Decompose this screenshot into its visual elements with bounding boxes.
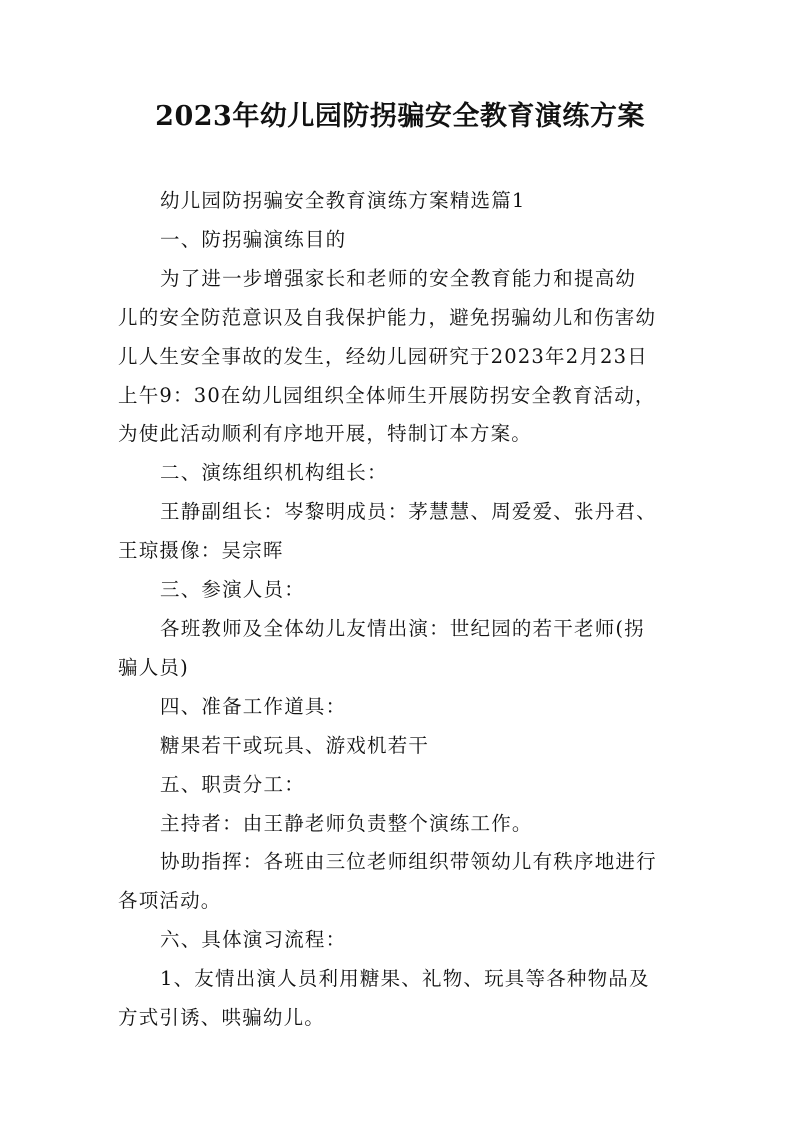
text-line: 三、参演人员： <box>160 578 305 602</box>
paragraph <box>118 571 692 610</box>
text-line: 各项活动。 <box>118 889 222 913</box>
text-line: 糖果若干或玩具、游戏机若干 <box>160 733 430 757</box>
paragraph <box>118 221 692 260</box>
paragraph <box>118 610 692 688</box>
text-line: 儿的安全防范意识及自我保护能力，避免拐骗幼儿和伤害幼 <box>118 305 657 329</box>
text-line: 五、职责分工： <box>160 772 305 796</box>
text-line: 上午9：30在幼儿园组织全体师生开展防拐安全教育活动， <box>118 383 656 407</box>
text-line: 六、具体演习流程： <box>160 928 347 952</box>
paragraph <box>118 960 692 1038</box>
text-line: 骗人员) <box>118 655 189 679</box>
paragraph <box>118 766 692 805</box>
text-line: 一、防拐骗演练目的 <box>160 227 347 251</box>
paragraph <box>118 843 692 921</box>
paragraph <box>118 805 692 844</box>
text-line: 王琼摄像：吴宗晖 <box>118 539 284 563</box>
text-line: 各班教师及全体幼儿友情出演：世纪园的若干老师(拐 <box>160 616 645 640</box>
text-line: 1、友情出演人员利用糖果、礼物、玩具等各种物品及 <box>160 967 650 991</box>
text-line: 为使此活动顺利有序地开展，特制订本方案。 <box>118 422 533 446</box>
paragraph <box>118 182 692 221</box>
text-line: 四、准备工作道具： <box>160 694 347 718</box>
text-line: 王静副组长：岑黎明成员：茅慧慧、周爱爱、张丹君、 <box>160 500 657 524</box>
text-line: 二、演练组织机构组长： <box>160 461 388 485</box>
document-title: 2023年幼儿园防拐骗安全教育演练方案 <box>155 101 645 132</box>
paragraph <box>118 260 692 455</box>
text-line: 主持者：由王静老师负责整个演练工作。 <box>160 811 533 835</box>
text-line: 方式引诱、哄骗幼儿。 <box>118 1006 326 1030</box>
text-line: 儿人生安全事故的发生，经幼儿园研究于2023年2月23日 <box>118 344 648 368</box>
text-line: 幼儿园防拐骗安全教育演练方案精选篇1 <box>160 189 526 212</box>
paragraph <box>118 454 692 493</box>
text-line: 协助指挥：各班由三位老师组织带领幼儿有秩序地进行 <box>160 850 657 874</box>
paragraph <box>118 493 692 571</box>
document-body <box>118 182 692 1038</box>
text-line: 为了进一步增强家长和老师的安全教育能力和提高幼 <box>160 266 637 290</box>
paragraph <box>118 688 692 727</box>
paragraph <box>118 727 692 766</box>
paragraph <box>118 921 692 960</box>
